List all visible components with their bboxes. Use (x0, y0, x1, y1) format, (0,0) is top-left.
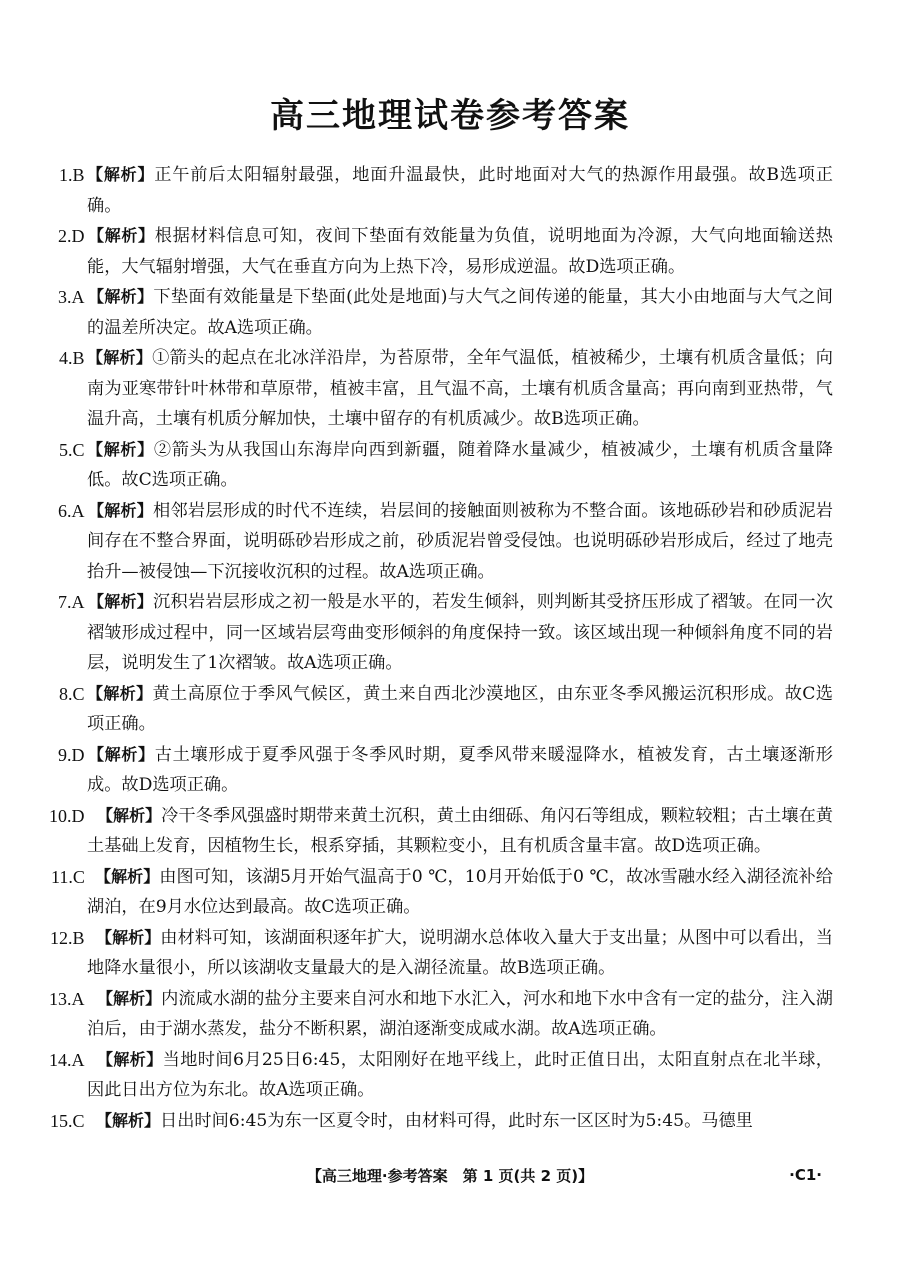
page-code: ·C1· (789, 1166, 822, 1184)
answer-item (55, 221, 833, 282)
answer-item (55, 587, 833, 679)
answer-number: 1.B (59, 165, 85, 185)
analysis-text: ②箭头为从我国山东海岸向西到新疆，随着降水量减少，植被减少，土壤有机质含量降低。故C选项正确。 (87, 439, 833, 490)
analysis-tag: 【解析】 (87, 165, 155, 184)
answer-number: 12.B (50, 927, 85, 948)
answer-item (55, 496, 833, 588)
analysis-text: 当地时间6月25日6:45，太阳刚好在地平线上，此时正值日出，太阳直射点在北半球，因此日出方位为东北。故A选项正确。 (87, 1049, 833, 1100)
answer-item (55, 740, 833, 801)
answer-number: 10.D (49, 805, 85, 826)
analysis-text: ①箭头的起点在北冰洋沿岸，为苔原带，全年气温低，植被稀少，土壤有机质含量低；向南为亚寒带针叶林带和草原带，植被丰富，且气温不高，土壤有机质含量高；再向南到亚热带，气温升高，土壤有机质分解加快，土壤中留存的有机质减少。故B选项正确。 (87, 348, 833, 429)
analysis-tag: 【解析】 (96, 1110, 161, 1130)
answer-item (50, 923, 833, 984)
analysis-tag: 【解析】 (97, 805, 162, 825)
analysis-tag: 【解析】 (87, 439, 154, 459)
analysis-text: 内流咸水湖的盐分主要来自河水和地下水汇入，河水和地下水中含有一定的盐分，注入湖泊后，由于湖水蒸发，盐分不断积累，湖泊逐渐变成咸水湖。故A选项正确。 (87, 988, 833, 1039)
answer-item (55, 435, 833, 496)
analysis-tag: 【解析】 (88, 287, 154, 306)
analysis-text: 正午前后太阳辐射最强，地面升温最快，此时地面对大气的热源作用最强。故B选项正确。 (87, 165, 833, 216)
answer-number: 5.C (59, 439, 85, 460)
answer-number: 8.C (59, 683, 85, 704)
answer-number: 6.A (58, 500, 85, 521)
answer-item (55, 282, 833, 343)
analysis-text: 古土壤形成于夏季风强于冬季风时期，夏季风带来暖湿降水，植被发育，古土壤逐渐形成。故D选项正确。 (87, 744, 833, 795)
answer-item (55, 160, 833, 221)
analysis-tag: 【解析】 (88, 226, 155, 245)
analysis-text: 黄土高原位于季风气候区，黄土来自西北沙漠地区，由东亚冬季风搬运沉积形成。故C选项正确。 (87, 683, 833, 734)
answer-list (49, 160, 833, 1136)
answer-number: 9.D (58, 744, 85, 765)
answer-number: 14.A (49, 1049, 85, 1070)
answer-item (55, 679, 833, 740)
answer-item (49, 1045, 833, 1106)
analysis-text: 下垫面有效能量是下垫面(此处是地面)与大气之间传递的能量，其大小由地面与大气之间的温差所决定。故A选项正确。 (87, 287, 833, 338)
analysis-tag: 【解析】 (97, 1049, 163, 1069)
answer-item (55, 343, 833, 435)
answer-number: 4.B (59, 348, 85, 368)
analysis-tag: 【解析】 (87, 683, 153, 703)
analysis-text: 根据材料信息可知，夜间下垫面有效能量为负值，说明地面为冷源，大气向地面输送热能，大气辐射增强，大气在垂直方向为上热下冷，易形成逆温。故D选项正确。 (87, 226, 833, 277)
analysis-tag: 【解析】 (95, 866, 160, 886)
answer-item (49, 984, 833, 1045)
answer-number: 15.C (50, 1110, 85, 1131)
page-title: 高三地理试卷参考答案 (270, 96, 630, 136)
analysis-text: 日出时间6:45为东一区夏令时，由材料可得，此时东一区区时为5:45。马德里 (160, 1110, 753, 1131)
answer-number: 11.C (51, 866, 85, 887)
answer-number: 7.A (58, 592, 85, 612)
analysis-tag: 【解析】 (87, 348, 153, 367)
answer-item (51, 862, 833, 923)
analysis-text: 相邻岩层形成的时代不连续，岩层间的接触面则被称为不整合面。该地砾砂岩和砂质泥岩间存在不整合界面，说明砾砂岩形成之前，砂质泥岩曾受侵蚀。也说明砾砂岩形成后，经过了地壳抬升—被侵蚀—下沉接收沉积的过程。故A选项正确。 (87, 500, 833, 582)
answer-number: 2.D (58, 226, 85, 246)
analysis-text: 由材料可知，该湖面积逐年扩大，说明湖水总体收入量大于支出量；从图中可以看出，当地降水量很小，所以该湖收支量最大的是入湖径流量。故B选项正确。 (87, 927, 833, 978)
page-footer: 【高三地理·参考答案 第 1 页(共 2 页)】 (306, 1167, 594, 1185)
answer-number: 13.A (49, 988, 85, 1009)
analysis-text: 沉积岩岩层形成之初一般是水平的，若发生倾斜，则判断其受挤压形成了褶皱。在同一次褶皱形成过程中，同一区域岩层弯曲变形倾斜的角度保持一致。该区域出现一种倾斜角度不同的岩层，说明发生了1次褶皱。故A选项正确。 (87, 592, 833, 673)
analysis-tag: 【解析】 (96, 927, 161, 947)
analysis-tag: 【解析】 (88, 744, 155, 764)
analysis-text: 冷干冬季风强盛时期带来黄土沉积，黄土由细砾、角闪石等组成，颗粒较粗；古土壤在黄土基础上发育，因植物生长，根系穿插，其颗粒变小，且有机质含量丰富。故D选项正确。 (87, 805, 833, 856)
answer-number: 3.A (58, 287, 85, 307)
answer-item (49, 801, 833, 862)
analysis-tag: 【解析】 (97, 988, 162, 1008)
analysis-tag: 【解析】 (88, 592, 154, 611)
analysis-text: 由图可知，该湖5月开始气温高于0 ℃，10月开始低于0 ℃，故冰雪融水经入湖径流补给湖泊，在9月水位达到最高。故C选项正确。 (87, 866, 833, 917)
answer-item (50, 1106, 833, 1137)
analysis-tag: 【解析】 (88, 500, 154, 520)
